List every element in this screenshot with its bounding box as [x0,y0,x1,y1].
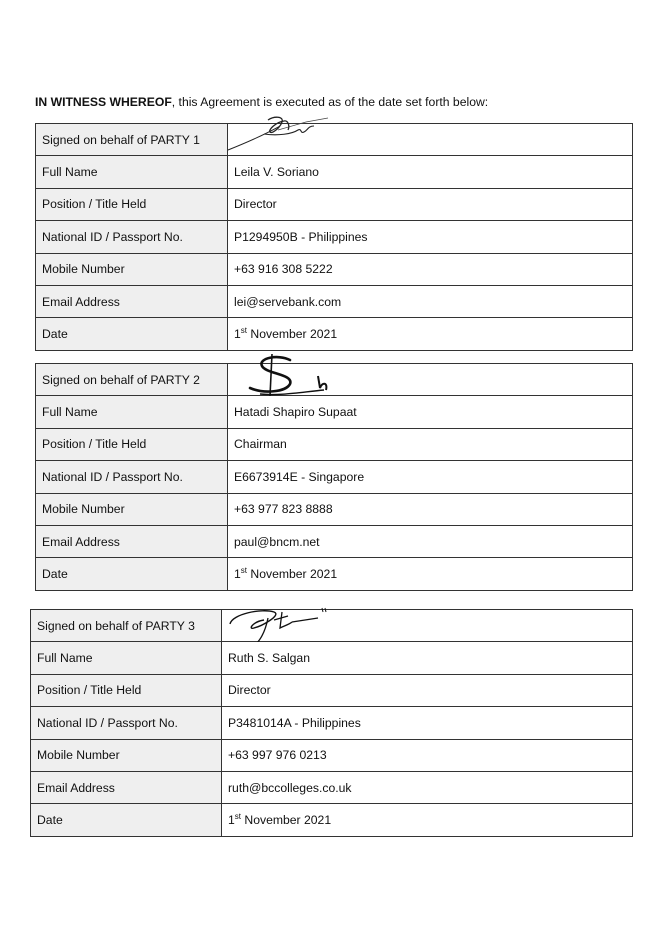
national-id-row [36,221,633,253]
full-name-row [36,396,633,428]
date-row [36,558,633,590]
date-label: Date [36,318,228,350]
mobile-label: Mobile Number [36,253,228,285]
position-value: Director [228,188,633,220]
full-name-value: Ruth S. Salgan [222,642,633,674]
email-value: lei@servebank.com [228,285,633,317]
national-id-label: National ID / Passport No. [36,221,228,253]
signature-image [228,112,338,162]
date-row [31,804,633,836]
date-value [228,558,633,590]
email-label: Email Address [36,285,228,317]
position-value: Chairman [228,428,633,460]
signed-label: Signed on behalf of PARTY 2 [36,364,228,396]
signed-label: Signed on behalf of PARTY 3 [31,610,222,642]
national-id-value: P1294950B - Philippines [228,221,633,253]
signature-image [228,352,338,402]
full-name-row [36,156,633,188]
mobile-label: Mobile Number [31,739,222,771]
position-label: Position / Title Held [31,674,222,706]
signature-row [36,124,633,156]
date-day: 1 [234,327,241,342]
date-day: 1 [234,567,241,582]
party-3-signature-table [30,609,633,837]
position-label: Position / Title Held [36,188,228,220]
date-label: Date [31,804,222,836]
national-id-row [31,707,633,739]
signature-row [36,364,633,396]
date-suffix: st [240,326,248,336]
date-row [36,318,633,350]
date-month-year: November 2021 [247,327,338,342]
date-value [222,804,633,836]
signed-label: Signed on behalf of PARTY 1 [36,124,228,156]
party-2-signature-table [35,363,633,591]
position-value: Director [222,674,633,706]
signature-cell [228,124,633,156]
national-id-label: National ID / Passport No. [31,707,222,739]
full-name-value: Leila V. Soriano [228,156,633,188]
full-name-label: Full Name [36,396,228,428]
national-id-label: National ID / Passport No. [36,461,228,493]
national-id-value: E6673914E - Singapore [228,461,633,493]
mobile-row [36,253,633,285]
email-value: ruth@bccolleges.co.uk [222,771,633,803]
date-value [228,318,633,350]
mobile-label: Mobile Number [36,493,228,525]
mobile-row [36,493,633,525]
position-row [31,674,633,706]
signature-cell [228,364,633,396]
date-label: Date [36,558,228,590]
signature-cell [222,610,633,642]
party-1-signature-table [35,123,633,351]
full-name-label: Full Name [36,156,228,188]
date-suffix: st [234,812,242,822]
email-row [31,771,633,803]
email-value: paul@bncm.net [228,525,633,557]
mobile-value: +63 916 308 5222 [228,253,633,285]
email-label: Email Address [36,525,228,557]
position-label: Position / Title Held [36,428,228,460]
national-id-row [36,461,633,493]
intro-text: , this Agreement is executed as of the date set forth below: [171,95,489,109]
date-suffix: st [240,566,248,576]
email-row [36,525,633,557]
signature-row [31,610,633,642]
mobile-value: +63 977 823 8888 [228,493,633,525]
date-day: 1 [228,813,235,828]
date-month-year: November 2021 [241,813,332,828]
mobile-value: +63 997 976 0213 [222,739,633,771]
position-row [36,188,633,220]
email-row [36,285,633,317]
intro-bold: IN WITNESS WHEREOF [35,95,172,109]
email-label: Email Address [31,771,222,803]
national-id-value: P3481014A - Philippines [222,707,633,739]
full-name-value: Hatadi Shapiro Supaat [228,396,633,428]
signature-image [222,598,342,648]
position-row [36,428,633,460]
full-name-row [31,642,633,674]
mobile-row [31,739,633,771]
date-month-year: November 2021 [247,567,338,582]
full-name-label: Full Name [31,642,222,674]
intro-statement [35,95,488,109]
